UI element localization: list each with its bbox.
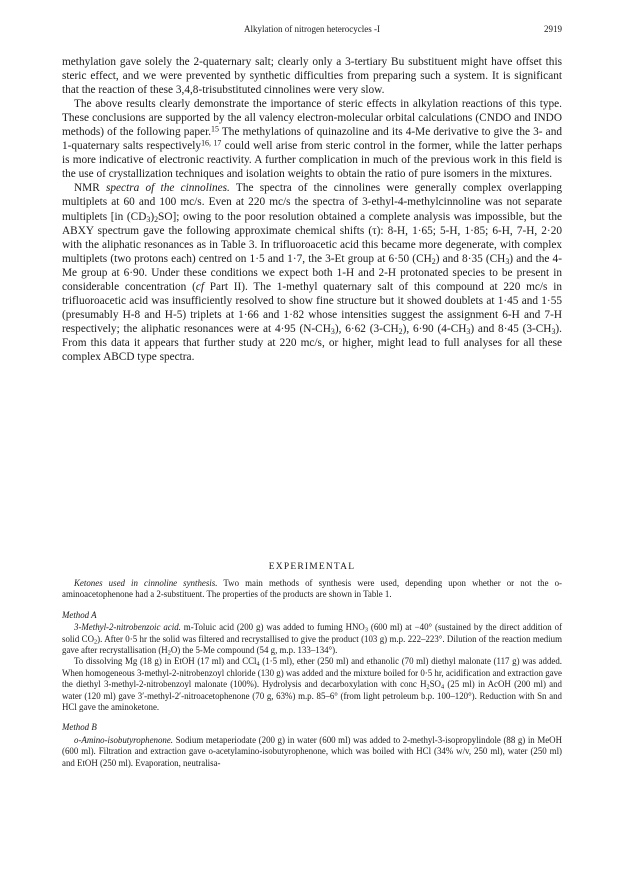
experimental-heading: EXPERIMENTAL [268,562,356,572]
method-a-paragraph-2: To dissolving Mg (18 g) in EtOH (17 ml) and CCl$_4$ (1·5 ml), ether (250 ml) and ethanolic (70 ml) diethyl malonate (117 g) was added. When homogeneous 3-methyl-2-nitrobenzoyl chloride (130 g) was added and the mixture boiled for 0·5 hr, acidification and extraction gave the diethyl 3-methyl-2-nitrobenzoyl malonate (100%). Hydrolysis and decarboxylation with conc $H_2SO_4$ (25 ml) in AcOH (200 ml) and water (120 ml) gave 3′-methyl-2′-nitroacetophenone (70 g, 63%) m.p. 85–6° (from light petroleum b.p. 100–120°). Reduction with Sn and HCl gave the aminoketone. [62,656,563,713]
nmr-section-title: spectra of the cinnolines. [106,182,230,195]
running-title: Alkylation of nitrogen heterocycles -I [244,24,380,34]
experimental-intro: Ketones used in cinnoline synthesis. Two main methods of synthesis were used, depending upon whether or not the o-aminoacetophenone had a 2-substituent. The properties of the products are shown in Table 1. [62,578,562,600]
method-a-paragraph-1: 3-Methyl-2-nitrobenzoic acid. m-Toluic acid (200 g) was added to fuming $HNO_3$ (600 ml) at −40° (sustained by the direct addition of solid $CO_2$). After 0·5 hr the solid was filtered and recrystallised to give the product (103 g) m.p. 222–223°. Dilution of the reaction medium gave after recrystallisation $(H_2O)$ the 5-Me compound (54 g, m.p. 133–134°). [62,622,563,657]
body-text [62,55,562,364]
experimental-section [62,578,562,769]
paragraph-1: methylation gave solely the 2-quaternary salt; clearly only a 3-tertiary Bu substituent might have offset this steric effect, and we were prevented by synthetic difficulties from preparing such a system. It is significant that the reaction of these 3,4,8-trisubstituted cinnolines were very slow. [62,56,562,97]
reference-16-17: 16, 17 [201,138,222,148]
reference-15: 15 [211,124,219,134]
method-a-heading: Method A [62,609,97,620]
paragraph-2: The above results clearly demonstrate the importance of steric effects in alkylation reactions of this type. These conclusions are supported by the all valency electron-molecular orbital calculations (CNDO and INDO methods) of the following paper.$^{15}$ The methylations of quinazoline and its 4-Me derivative to give the 3- and 1-quaternary salts respectively$^{16, 17}$ could well arise from steric control in the former, while the latter perhaps is more indicative of electronic reactivity. A further complication in much of the previous work in this field is the use of crystallization techniques and isolation weights to obtain the ratio of pure isomers in the mixtures. [62,98,562,181]
page-number: 2919 [544,24,562,34]
method-b-heading: Method B [62,722,97,733]
method-b-paragraph-1: o-Amino-isobutyrophenone. Sodium metaperiodate (200 g) in water (600 ml) was added to 2-methyl-3-isopropylindole (88 g) in MeOH (600 ml). Filtration and extraction gave o-acetylamino-isobutyrophenone, which was boiled with HCl (34% w/v, 250 ml), water (250 ml) and EtOH (250 ml). Evaporation, neutralisa- [62,734,562,768]
paragraph-nmr: NMR spectra of the cinnolines. The spectra of the cinnolines were generally complex overlapping multiplets at 60 and 100 mc/s. Even at 220 mc/s the spectra of 3-ethyl-4-methylcinnoline was not separate multiplets [in $(CD_3)_2SO$]; owing to the poor resolution obtained a complete analysis was impossible, but the ABXY spectrum gave the following approximate chemical shifts (τ): 8-H, 1·65; 5-H, 1·85; 6-H, 7-H, 2·20 with the aliphatic resonances as in Table 3. In trifluoroacetic acid this became more degenerate, with complex multiplets (two protons each) centred on 1·5 and 1·7, the 3-Et group at 6·50 $(CH_2)$ and 8·35 $(CH_3)$ and the 4-Me group at 6·90. Under these conditions we expect both 1-H and 2-H protonated species to be present in considerable concentration (cf Part II). The 1-methyl quaternary salt of this compound at 220 mc/s in trifluoroacetic acid was insufficiently resolved to show fine structure but it showed doublets at 1·45 and 1·55 (presumably H-8 and H-5) triplets at 1·66 and 1·82 whose intensities suggest the assignment 6-H and 7-H respectively; the aliphatic resonances were at 4·95 $(N-CH_3)$, 6·62 $(3-CH_2)$, 6·90 $(4-CH_3)$ and 8·45 $(3-CH_3)$. From this data it appears that further study at 220 mc/s, or higher, might lead to full analyses for all these complex ABCD type spectra. [62,182,563,363]
running-head [62,24,562,38]
